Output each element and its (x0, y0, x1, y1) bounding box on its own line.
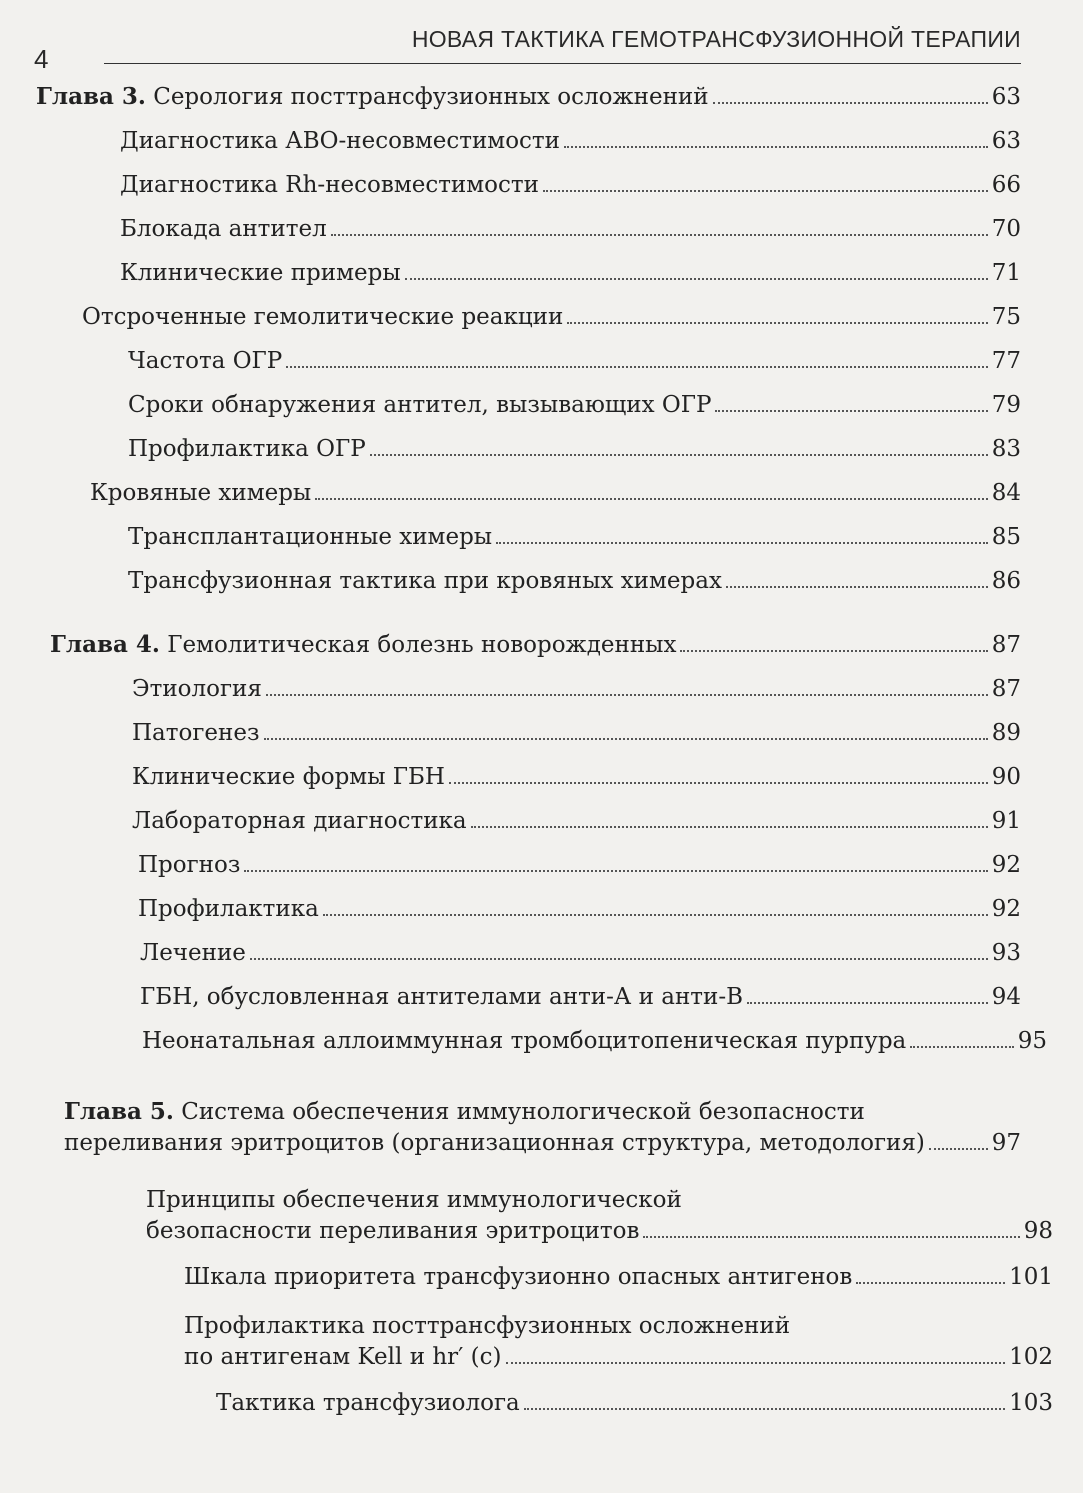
entry-title: Лечение (140, 940, 246, 966)
page-ref: 89 (991, 720, 1021, 746)
leader-dots (543, 190, 988, 192)
toc-entry (142, 1026, 1047, 1056)
toc-entry (132, 674, 1021, 704)
entry-title: Диагностика Rh-несовместимости (120, 172, 539, 198)
leader-dots (315, 498, 988, 500)
toc-entry (120, 258, 1021, 288)
page-ref: 63 (991, 84, 1021, 110)
page-ref: 85 (991, 524, 1021, 550)
toc-entry (216, 1388, 1053, 1418)
header-rule (104, 63, 1021, 64)
page-ref: 97 (991, 1130, 1021, 1156)
entry-title: Патогенез (132, 720, 260, 746)
page-ref: 84 (991, 480, 1021, 506)
entry-title-line2: по антигенам Kell и hr′ (c) (184, 1344, 502, 1370)
leader-dots (266, 694, 988, 696)
toc-entry (82, 302, 1021, 332)
page-ref: 102 (1009, 1344, 1053, 1370)
entry-title: Профилактика (138, 896, 319, 922)
entry-title: Клинические примеры (120, 260, 401, 286)
toc-entry (140, 982, 1021, 1012)
page-ref: 98 (1023, 1218, 1053, 1244)
toc-entry (128, 346, 1021, 376)
entry-title: Неонатальная аллоиммунная тромбоцитопеническая пурпура (142, 1028, 907, 1054)
entry-title-line2: безопасности переливания эритроцитов (146, 1218, 640, 1244)
page-ref: 94 (991, 984, 1021, 1010)
toc-entry (132, 718, 1021, 748)
chapter-title-line2: переливания эритроцитов (организационная структура, методология) (64, 1130, 925, 1156)
page-ref: 71 (991, 260, 1021, 286)
leader-dots (856, 1282, 1005, 1284)
page-ref: 75 (991, 304, 1021, 330)
entry-title: Профилактика ОГР (128, 436, 366, 462)
toc-entry (184, 1342, 1053, 1372)
chapter-title-line1: Система обеспечения иммунологической безопасности (173, 1099, 865, 1125)
page-ref: 70 (991, 216, 1021, 242)
chapter-title: Серология посттрансфузионных осложнений (145, 84, 709, 110)
leader-dots (564, 146, 988, 148)
leader-dots (643, 1236, 1019, 1238)
leader-dots (250, 958, 988, 960)
toc-entry-line1 (184, 1310, 790, 1342)
page-ref: 66 (991, 172, 1021, 198)
chapter-title: Гемолитическая болезнь новорожденных (159, 632, 677, 658)
entry-title: ГБН, обусловленная антителами анти-А и анти-В (140, 984, 744, 1010)
entry-title: Трансфузионная тактика при кровяных химерах (128, 568, 722, 594)
toc-entry (120, 214, 1021, 244)
page-ref: 79 (991, 392, 1021, 418)
page-ref: 93 (991, 940, 1021, 966)
leader-dots (405, 278, 988, 280)
toc-entry (128, 566, 1021, 596)
leader-dots (747, 1002, 988, 1004)
entry-title: Сроки обнаружения антител, вызывающих ОГР (128, 392, 712, 418)
leader-dots (506, 1362, 1006, 1364)
page-ref: 91 (991, 808, 1021, 834)
leader-dots (567, 322, 987, 324)
toc-entry (138, 894, 1021, 924)
toc-chapter-5 (64, 1128, 1021, 1158)
entry-title: Трансплантационные химеры (128, 524, 493, 550)
toc-entry (184, 1262, 1053, 1292)
entry-title-line1: Профилактика посттрансфузионных осложнений (184, 1313, 791, 1339)
leader-dots (929, 1148, 988, 1150)
page-ref: 92 (991, 896, 1021, 922)
page-ref: 87 (991, 676, 1021, 702)
page-number: 4 (34, 44, 49, 74)
entry-title: Прогноз (138, 852, 241, 878)
running-head: НОВАЯ ТАКТИКА ГЕМОТРАНСФУЗИОННОЙ ТЕРАПИИ (411, 26, 1021, 52)
toc-chapter-5-line1 (64, 1096, 865, 1128)
toc-chapter-3 (36, 82, 1021, 112)
entry-title: Диагностика АВО-несовместимости (120, 128, 560, 154)
toc-entry (120, 126, 1021, 156)
chapter-label: Глава 3. (36, 83, 146, 110)
page-ref: 86 (991, 568, 1021, 594)
leader-dots (323, 914, 988, 916)
leader-dots (286, 366, 987, 368)
toc-entry (132, 806, 1021, 836)
entry-title: Этиология (132, 676, 262, 702)
leader-dots (713, 102, 988, 104)
page-ref: 77 (991, 348, 1021, 374)
toc-entry (128, 522, 1021, 552)
entry-title-line1: Принципы обеспечения иммунологической (146, 1187, 682, 1213)
page-ref: 63 (991, 128, 1021, 154)
leader-dots (726, 586, 988, 588)
entry-title: Шкала приоритета трансфузионно опасных антигенов (184, 1264, 853, 1290)
leader-dots (524, 1408, 1005, 1410)
toc-entry (146, 1216, 1053, 1246)
toc-entry (128, 434, 1021, 464)
leader-dots (244, 870, 987, 872)
chapter-label: Глава 5. (64, 1098, 174, 1125)
toc-entry (120, 170, 1021, 200)
page-ref: 103 (1009, 1390, 1053, 1416)
page-ref: 95 (1017, 1028, 1047, 1054)
entry-title: Кровяные химеры (90, 480, 312, 506)
leader-dots (471, 826, 988, 828)
toc-entry (132, 762, 1021, 792)
page-ref: 87 (991, 632, 1021, 658)
page-ref: 101 (1009, 1264, 1053, 1290)
entry-title: Клинические формы ГБН (132, 764, 445, 790)
leader-dots (449, 782, 988, 784)
entry-title: Отсроченные гемолитические реакции (82, 304, 564, 330)
entry-title: Блокада антител (120, 216, 327, 242)
page-ref: 83 (991, 436, 1021, 462)
leader-dots (370, 454, 988, 456)
toc-chapter-4 (50, 630, 1021, 660)
leader-dots (910, 1046, 1013, 1048)
leader-dots (496, 542, 988, 544)
leader-dots (715, 410, 987, 412)
page-ref: 90 (991, 764, 1021, 790)
leader-dots (331, 234, 988, 236)
entry-title: Частота ОГР (128, 348, 283, 374)
chapter-label: Глава 4. (50, 631, 160, 658)
toc-entry (90, 478, 1021, 508)
toc-entry-line1 (146, 1184, 682, 1216)
toc-entry (128, 390, 1021, 420)
toc-entry (140, 938, 1021, 968)
leader-dots (680, 650, 987, 652)
entry-title: Лабораторная диагностика (132, 808, 467, 834)
page-ref: 92 (991, 852, 1021, 878)
leader-dots (264, 738, 988, 740)
toc-entry (138, 850, 1021, 880)
entry-title: Тактика трансфузиолога (216, 1390, 520, 1416)
